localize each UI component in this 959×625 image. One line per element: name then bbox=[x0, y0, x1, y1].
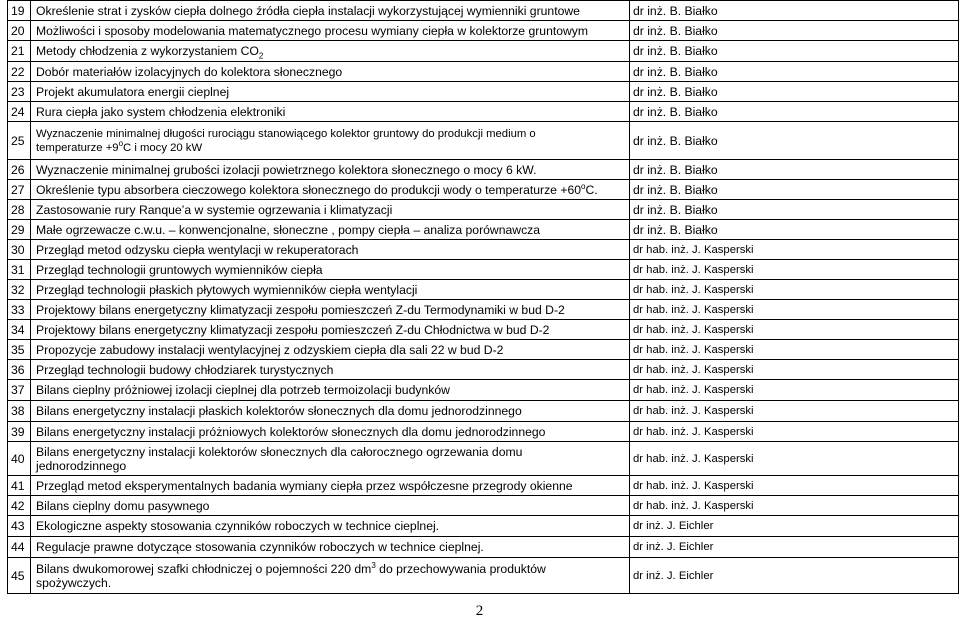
table-row bbox=[8, 558, 959, 594]
topic-title-text: do przechowywania produktów bbox=[375, 561, 546, 576]
table-row bbox=[8, 82, 959, 102]
topic-title: Możliwości i sposoby modelowania matematycznego procesu wymiany ciepła w kolektorze gruntowym bbox=[31, 21, 630, 41]
topic-supervisor: dr inż. J. Eichler bbox=[630, 558, 959, 594]
topic-title-line: Wyznaczenie minimalnej długości rurociągu stanowiącego kolektor gruntowy do produkcji medium o bbox=[36, 127, 536, 140]
topic-number: 39 bbox=[8, 422, 31, 442]
table-row bbox=[8, 320, 959, 340]
table-row bbox=[8, 240, 959, 260]
topic-title: Bilans cieplny domu pasywnego bbox=[31, 496, 630, 516]
topic-title: Ekologiczne aspekty stosowania czynników roboczych w technice cieplnej. bbox=[31, 516, 630, 537]
topic-title-text: Bilans dwukomorowej szafki chłodniczej o pojemności 220 dm bbox=[36, 561, 372, 576]
topic-title-text: C i mocy 20 kW bbox=[123, 141, 203, 154]
topic-supervisor: dr inż. B. Białko bbox=[630, 62, 959, 82]
topic-title: Propozycje zabudowy instalacji wentylacyjnej z odzyskiem ciepła dla sali 22 w bud D-2 bbox=[31, 340, 630, 360]
topic-supervisor: dr inż. B. Białko bbox=[630, 122, 959, 160]
topic-supervisor: dr hab. inż. J. Kasperski bbox=[630, 476, 959, 496]
topic-title: Projektowy bilans energetyczny klimatyzacji zespołu pomieszczeń Z-du Termodynamiki w bud D-2 bbox=[31, 300, 630, 320]
topic-supervisor: dr inż. B. Białko bbox=[630, 220, 959, 240]
table-row bbox=[8, 1, 959, 21]
topic-number: 41 bbox=[8, 476, 31, 496]
topic-supervisor: dr hab. inż. J. Kasperski bbox=[630, 422, 959, 442]
table-row bbox=[8, 122, 959, 160]
topic-title: Bilans energetyczny instalacji płaskich kolektorów słonecznych dla domu jednorodzinnego bbox=[31, 401, 630, 422]
table-row bbox=[8, 260, 959, 280]
topic-supervisor: dr hab. inż. J. Kasperski bbox=[630, 442, 959, 476]
topic-supervisor: dr hab. inż. J. Kasperski bbox=[630, 320, 959, 340]
topic-number: 30 bbox=[8, 240, 31, 260]
topic-supervisor: dr inż. B. Białko bbox=[630, 21, 959, 41]
topic-title-line: jednorodzinnego bbox=[36, 458, 127, 473]
topic-title-text: temperaturze +9 bbox=[36, 141, 119, 154]
topic-title bbox=[31, 41, 630, 62]
topic-number: 29 bbox=[8, 220, 31, 240]
topic-title: Określenie strat i zysków ciepła dolnego źródła ciepła instalacji wykorzystującej wymienniki gruntowe bbox=[31, 1, 630, 21]
topic-supervisor: dr hab. inż. J. Kasperski bbox=[630, 280, 959, 300]
topic-title-line: spożywczych. bbox=[36, 575, 112, 590]
topic-number: 32 bbox=[8, 280, 31, 300]
topic-supervisor: dr inż. B. Białko bbox=[630, 41, 959, 62]
topic-supervisor: dr inż. J. Eichler bbox=[630, 516, 959, 537]
topic-title-text: Określenie typu absorbera cieczowego kolektora słonecznego do produkcji wody o temperaturze +60 bbox=[36, 182, 582, 197]
topic-title: Projekt akumulatora energii cieplnej bbox=[31, 82, 630, 102]
table-row bbox=[8, 516, 959, 537]
topic-number: 36 bbox=[8, 360, 31, 380]
topic-title: Przegląd technologii płaskich płytowych wymienników ciepła wentylacji bbox=[31, 280, 630, 300]
topic-supervisor: dr inż. B. Białko bbox=[630, 1, 959, 21]
topic-title: Przegląd technologii gruntowych wymienników ciepła bbox=[31, 260, 630, 280]
topic-number: 23 bbox=[8, 82, 31, 102]
topic-number: 37 bbox=[8, 380, 31, 401]
topic-number: 35 bbox=[8, 340, 31, 360]
topic-number: 21 bbox=[8, 41, 31, 62]
topic-supervisor: dr hab. inż. J. Kasperski bbox=[630, 401, 959, 422]
table-row bbox=[8, 180, 959, 200]
table-row bbox=[8, 476, 959, 496]
table-row bbox=[8, 160, 959, 180]
topic-title: Rura ciepła jako system chłodzenia elektroniki bbox=[31, 102, 630, 122]
table-row bbox=[8, 380, 959, 401]
topic-number: 33 bbox=[8, 300, 31, 320]
topic-supervisor: dr inż. B. Białko bbox=[630, 200, 959, 220]
topic-title: Projektowy bilans energetyczny klimatyzacji zespołu pomieszczeń Z-du Chłodnictwa w bud D-2 bbox=[31, 320, 630, 340]
topic-number: 25 bbox=[8, 122, 31, 160]
topic-number: 20 bbox=[8, 21, 31, 41]
topic-title bbox=[31, 180, 630, 200]
topic-number: 34 bbox=[8, 320, 31, 340]
topic-title-text: C. bbox=[585, 182, 598, 197]
topic-title: Regulacje prawne dotyczące stosowania czynników roboczych w technice cieplnej. bbox=[31, 537, 630, 558]
topic-title bbox=[31, 442, 630, 476]
topic-title: Przegląd metod odzysku ciepła wentylacji w rekuperatorach bbox=[31, 240, 630, 260]
table-row bbox=[8, 41, 959, 62]
topic-number: 45 bbox=[8, 558, 31, 594]
topic-number: 38 bbox=[8, 401, 31, 422]
table-row bbox=[8, 102, 959, 122]
topic-title-text: Metody chłodzenia z wykorzystaniem CO bbox=[36, 44, 259, 58]
table-row bbox=[8, 422, 959, 442]
topic-title: Bilans energetyczny instalacji próżniowych kolektorów słonecznych dla domu jednorodzinnego bbox=[31, 422, 630, 442]
topic-supervisor: dr hab. inż. J. Kasperski bbox=[630, 340, 959, 360]
subscript: 2 bbox=[258, 51, 264, 61]
topic-supervisor: dr hab. inż. J. Kasperski bbox=[630, 360, 959, 380]
topic-number: 28 bbox=[8, 200, 31, 220]
topic-supervisor: dr hab. inż. J. Kasperski bbox=[630, 496, 959, 516]
table-row bbox=[8, 220, 959, 240]
topic-title bbox=[31, 122, 630, 160]
table-row bbox=[8, 442, 959, 476]
topic-number: 44 bbox=[8, 537, 31, 558]
table-row bbox=[8, 280, 959, 300]
topic-supervisor: dr inż. B. Białko bbox=[630, 160, 959, 180]
topic-title: Przegląd metod eksperymentalnych badania wymiany ciepła przez współczesne przegrody okienne bbox=[31, 476, 630, 496]
table-row bbox=[8, 21, 959, 41]
topic-number: 43 bbox=[8, 516, 31, 537]
topic-number: 22 bbox=[8, 62, 31, 82]
topic-title-line bbox=[36, 138, 625, 155]
topic-supervisor: dr hab. inż. J. Kasperski bbox=[630, 240, 959, 260]
table-row bbox=[8, 200, 959, 220]
superscript: 3 bbox=[371, 560, 376, 570]
topic-number: 31 bbox=[8, 260, 31, 280]
topic-supervisor: dr inż. B. Białko bbox=[630, 102, 959, 122]
topic-title: Małe ogrzewacze c.w.u. – konwencjonalne, słoneczne , pompy ciepła – analiza porównawcza bbox=[31, 220, 630, 240]
topic-supervisor: dr inż. B. Białko bbox=[630, 82, 959, 102]
topic-title: Przegląd technologii budowy chłodziarek turystycznych bbox=[31, 360, 630, 380]
superscript: o bbox=[581, 181, 586, 191]
topics-table bbox=[7, 0, 959, 594]
topic-title-line: Bilans energetyczny instalacji kolektorów słonecznych dla całorocznego ogrzewania domu bbox=[36, 444, 523, 459]
topic-supervisor: dr inż. J. Eichler bbox=[630, 537, 959, 558]
topic-title: Zastosowanie rury Ranque’a w systemie ogrzewania i klimatyzacji bbox=[31, 200, 630, 220]
topic-title bbox=[31, 558, 630, 594]
topic-supervisor: dr hab. inż. J. Kasperski bbox=[630, 300, 959, 320]
table-row bbox=[8, 360, 959, 380]
topic-number: 19 bbox=[8, 1, 31, 21]
table-row bbox=[8, 300, 959, 320]
topic-number: 42 bbox=[8, 496, 31, 516]
topic-number: 40 bbox=[8, 442, 31, 476]
topic-number: 24 bbox=[8, 102, 31, 122]
topic-supervisor: dr hab. inż. J. Kasperski bbox=[630, 380, 959, 401]
table-row bbox=[8, 401, 959, 422]
table-row bbox=[8, 537, 959, 558]
topic-number: 26 bbox=[8, 160, 31, 180]
topic-title: Bilans cieplny próżniowej izolacji cieplnej dla potrzeb termoizolacji budynków bbox=[31, 380, 630, 401]
topic-number: 27 bbox=[8, 180, 31, 200]
topic-title: Dobór materiałów izolacyjnych do kolektora słonecznego bbox=[31, 62, 630, 82]
topic-supervisor: dr hab. inż. J. Kasperski bbox=[630, 260, 959, 280]
superscript: o bbox=[118, 138, 124, 148]
table-row bbox=[8, 340, 959, 360]
topic-title: Wyznaczenie minimalnej grubości izolacji powietrznego kolektora słonecznego o mocy 6 kW. bbox=[31, 160, 630, 180]
table-row bbox=[8, 62, 959, 82]
page-number: 2 bbox=[475, 603, 484, 619]
table-row bbox=[8, 496, 959, 516]
topic-title-line bbox=[36, 562, 625, 576]
topic-supervisor: dr inż. B. Białko bbox=[630, 180, 959, 200]
